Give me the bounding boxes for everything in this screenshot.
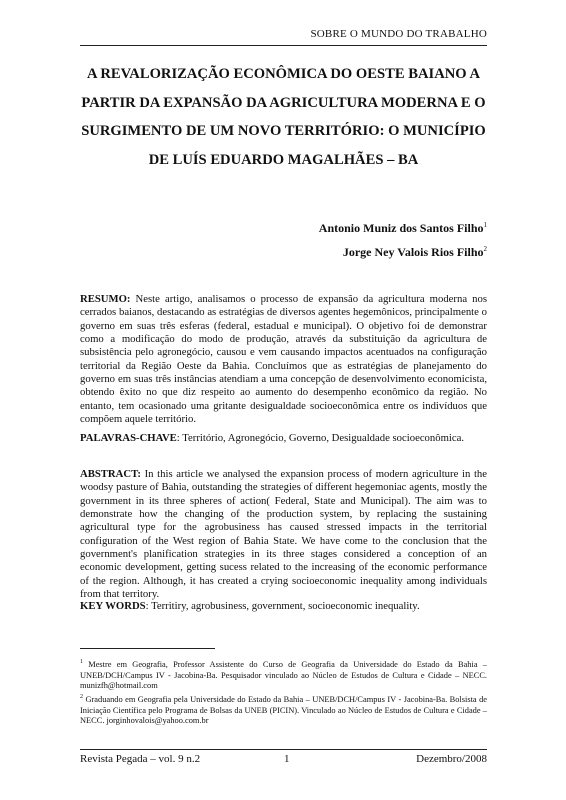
- author-2: [280, 240, 487, 264]
- author-1-footnote-mark: 1: [483, 221, 487, 229]
- footer-journal: Revista Pegada – vol. 9 n.2: [80, 753, 201, 765]
- footer-rule: [80, 749, 487, 750]
- footer-date: Dezembro/2008: [416, 753, 487, 765]
- palavras-chave-text: : Território, Agronegócio, Governo, Desigualdade socioeconômica.: [176, 432, 465, 444]
- author-2-name: Jorge Ney Valois Rios Filho: [342, 245, 484, 259]
- author-1: [280, 216, 487, 240]
- footnote-2: [80, 695, 487, 727]
- abstract-paragraph: [80, 468, 487, 601]
- palavras-chave-line: [80, 432, 487, 445]
- header-rule: [80, 45, 487, 46]
- footer-page-number: 1: [284, 753, 290, 765]
- footnote-1-text: Mestre em Geografia, Professor Assistente do Curso de Geografia da Universidade do Estado da Bahia – UNEB/DCH/Campus IV - Jacobina-Ba. Pesquisador vinculado ao Núcleo de Estudos de Cultura e Cidade – NECC. munizfh@hotmail.com: [80, 660, 487, 691]
- resumo-paragraph: [80, 293, 487, 426]
- abstract-text: In this article we analysed the expansion process of modern agriculture in the woodsy pasture of Bahia, outstanding the strategies of different hegemoniac agents, mostly the government in its three spheres of action( Federal, State and Municipal). The aim was to demonstrate how the changing of the production system, by replacing the sustaining agricultural type for the agrobusiness has caused stressed impacts in the territorial configuration of the West region of Bahia State. We have come to the conclusion that the government's planification strategies in its three stages considered a conception of an economic development, getting sucess related to the increasing of the economic performance of the region. Although, it has created a crying socioeconomic inequality among individuals from that territory.: [80, 468, 487, 601]
- resumo-text: Neste artigo, analisamos o processo de expansão da agricultura moderna nos cerrados baianos, destacando as estratégias de diversos agentes hegemônicos, principalmente o governo em suas três esferas (federal, estadual e municipal). O objetivo foi de demonstrar como a modificação do modo de produção, através da substituição da agricultura de subsistência pelo agronegócio, causou e vem causando impactos acentuados na configuração territorial da Região Oeste da Bahia. Concluímos que as estratégias de planejamento do governo em suas três instâncias atendiam a uma concepção de desenvolvimento economicista, obtendo êxito no que diz respeito ao aumento do desempenho econômico da região. No entanto, tem ocasionado uma gritante desigualdade socioeconômica entre os indivíduos que compõem aquele território.: [80, 293, 487, 426]
- abstract-label: ABSTRACT:: [80, 468, 141, 480]
- footnote-1-mark: 1: [80, 659, 83, 666]
- footnote-2-text: Graduando em Geografia pela Universidade do Estado da Bahia – UNEB/DCH/Campus IV - Jacobina-Ba. Bolsista de Iniciação Científica pelo Programa de Bolsas da UNEB (PICIN). Vinculado ao Núcleo de Estudos de Cultura e Cidade – NECC. jorginhovalois@yahoo.com.br: [80, 695, 487, 726]
- article-title: A REVALORIZAÇÃO ECONÔMICA DO OESTE BAIANO A PARTIR DA EXPANSÃO DA AGRICULTURA MODERNA E O SURGIMENTO DE UM NOVO TERRITÓRIO: O MUNICÍPIO DE LUÍS EDUARDO MAGALHÃES – BA: [81, 66, 486, 168]
- footnote-1: [80, 660, 487, 692]
- author-1-name: Antonio Muniz dos Santos Filho: [318, 221, 484, 235]
- palavras-chave-label: PALAVRAS-CHAVE: [80, 432, 177, 444]
- running-header: SOBRE O MUNDO DO TRABALHO: [310, 28, 487, 40]
- keywords-line: [80, 600, 487, 613]
- author-2-footnote-mark: 2: [483, 245, 487, 253]
- author-list: [280, 216, 487, 264]
- footnote-separator: [80, 648, 215, 649]
- keywords-text: : Territiry, agrobusiness, government, socioeconomic inequality.: [145, 600, 420, 612]
- resumo-label: RESUMO:: [80, 293, 131, 305]
- keywords-label: KEY WORDS: [80, 600, 146, 612]
- footnote-2-mark: 2: [80, 694, 83, 701]
